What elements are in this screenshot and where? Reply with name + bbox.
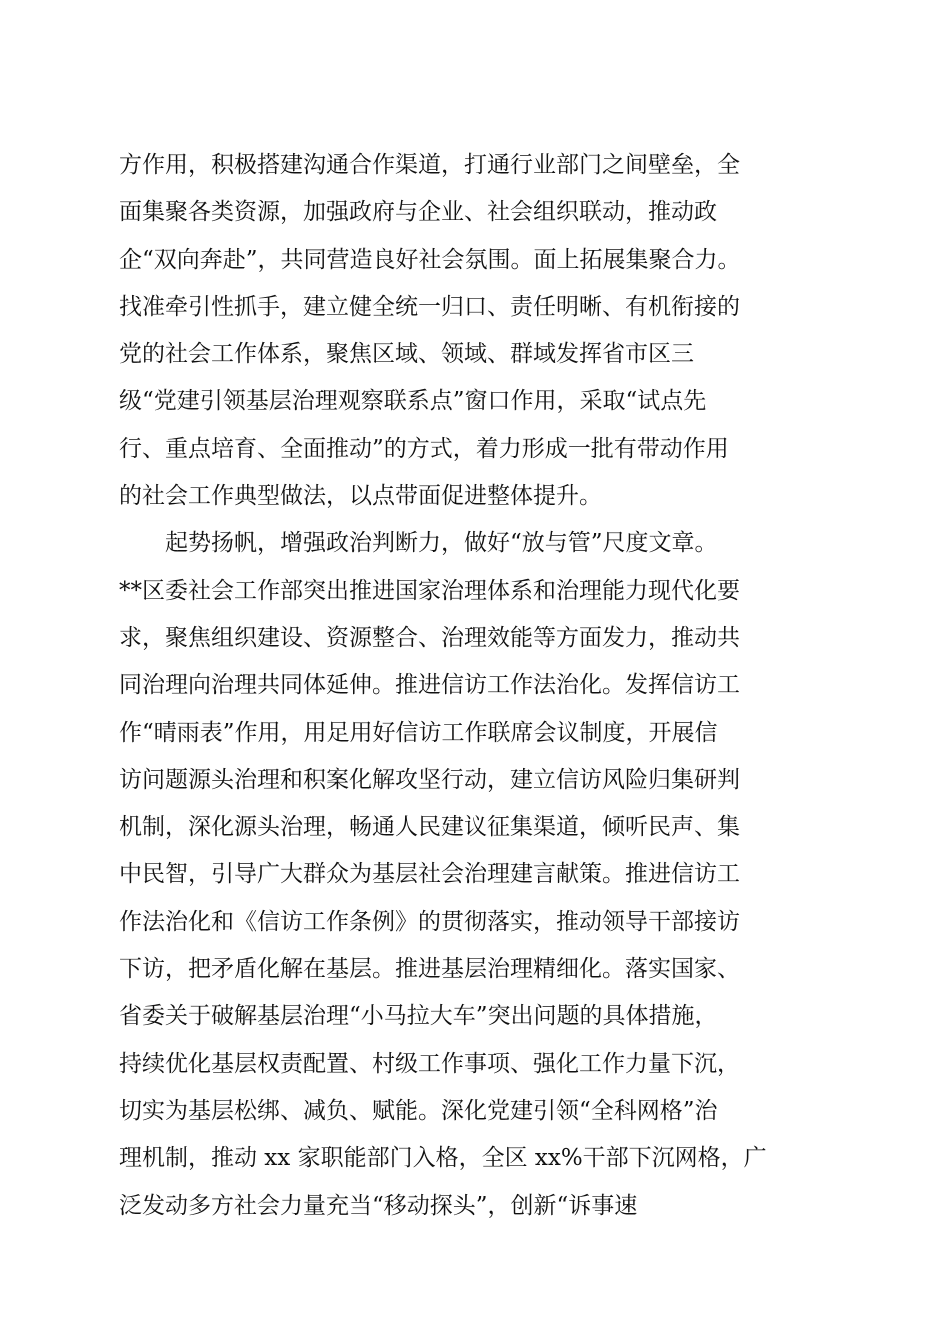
text-line: 泛发动多方社会力量充当“移动探头”，创新“诉事速 bbox=[119, 1192, 638, 1219]
text-line: 找准牵引性抓手，建立健全统一归口、责任明晰、有机衔接的 bbox=[119, 293, 740, 320]
text-line: 访问题源头治理和积案化解攻坚行动，建立信访风险归集研判 bbox=[119, 766, 740, 793]
text-line: 的社会工作典型做法，以点带面促进整体提升。 bbox=[119, 483, 602, 510]
text-line: 面集聚各类资源，加强政府与企业、社会组织联动，推动政 bbox=[119, 199, 717, 226]
text-line: 下访，把矛盾化解在基层。推进基层治理精细化。落实国家、 bbox=[119, 956, 740, 983]
text-line: 理机制，推动 xx 家职能部门入格，全区 xx%干部下沉网格，广 bbox=[119, 1145, 767, 1172]
text-line: 方作用，积极搭建沟通合作渠道，打通行业部门之间壁垒，全 bbox=[119, 152, 740, 178]
text-line: 切实为基层松绑、减负、赋能。深化党建引领“全科网格”治 bbox=[119, 1097, 718, 1124]
text-line: **区委社会工作部突出推进国家治理体系和治理能力现代化要 bbox=[119, 577, 740, 604]
text-line: 同治理向治理共同体延伸。推进信访工作法治化。发挥信访工 bbox=[119, 672, 740, 699]
text-line: 行、重点培育、全面推动”的方式，着力形成一批有带动作用 bbox=[119, 435, 729, 462]
text-line: 作“晴雨表”作用，用足用好信访工作联席会议制度，开展信 bbox=[119, 719, 718, 746]
paragraph-start-line: 起势扬帆，增强政治判断力，做好“放与管”尺度文章。 bbox=[165, 530, 718, 557]
text-line: 企“双向奔赴”，共同营造良好社会氛围。面上拓展集聚合力。 bbox=[119, 246, 741, 273]
text-line: 中民智，引导广大群众为基层社会治理建言献策。推进信访工 bbox=[119, 861, 740, 888]
text-line: 作法治化和《信访工作条例》的贯彻落实，推动领导干部接访 bbox=[119, 908, 740, 935]
body-text bbox=[119, 142, 831, 1230]
text-line: 级“党建引领基层治理观察联系点”窗口作用，采取“试点先 bbox=[119, 388, 707, 415]
text-line: 省委关于破解基层治理“小马拉大车”突出问题的具体措施， bbox=[119, 1003, 718, 1030]
text-line: 机制，深化源头治理，畅通人民建议征集渠道，倾听民声、集 bbox=[119, 814, 740, 841]
text-line: 党的社会工作体系，聚焦区域、领域、群域发挥省市区三 bbox=[119, 341, 694, 368]
text-line: 持续优化基层权责配置、村级工作事项、强化工作力量下沉， bbox=[119, 1050, 740, 1077]
text-line: 求，聚焦组织建设、资源整合、治理效能等方面发力，推动共 bbox=[119, 624, 740, 651]
